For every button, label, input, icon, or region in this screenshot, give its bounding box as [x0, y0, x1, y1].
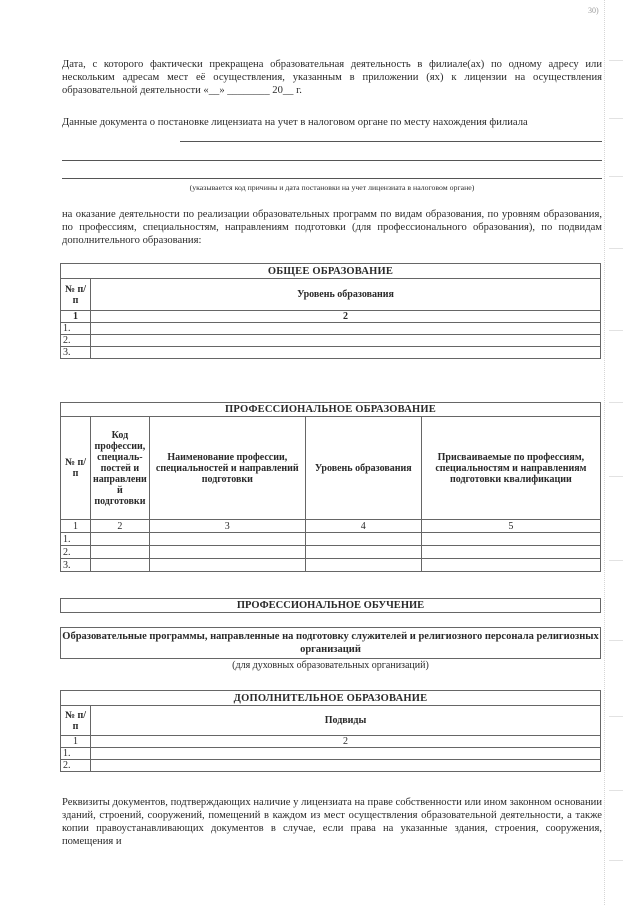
- professional-idx: 1: [61, 520, 91, 533]
- table-row: [61, 559, 601, 572]
- professional-idx: 4: [305, 520, 421, 533]
- additional-col-subtypes: Подвиды: [91, 706, 601, 736]
- row-number: 2.: [61, 760, 91, 772]
- professional-training-box: [60, 598, 601, 613]
- religious-programs-text: Образовательные программы, направленные на подготовку служителей и религиозного персонала религиозных организаций: [62, 631, 599, 655]
- professional-idx: 5: [421, 520, 600, 533]
- additional-col-num: № п/п: [61, 706, 91, 736]
- additional-education-table: [60, 690, 601, 772]
- empty-cell: [421, 546, 600, 559]
- table-row: [61, 748, 601, 760]
- tax-line-1: [180, 141, 602, 142]
- empty-cell: [91, 533, 150, 546]
- empty-cell: [91, 335, 601, 347]
- empty-cell: [149, 533, 305, 546]
- corner-mark: 30): [588, 6, 599, 15]
- professional-idx: 3: [149, 520, 305, 533]
- tax-caption: (указывается код причины и дата постановки на учет лицензиата в налоговом органе): [189, 183, 475, 192]
- empty-cell: [91, 323, 601, 335]
- general-education-table: [60, 263, 601, 359]
- requisites-paragraph: Реквизиты документов, подтверждающих наличие у лицензиата на праве собственности или ином законном основании зданий, строений, сооружений, помещений в каждом из мест осуществления образовательной деятельности, а также копии правоустанавливающих документов в случае, если права на указанные здания, строения, сооружения, помещения и: [62, 797, 602, 847]
- row-number: 3.: [61, 347, 91, 359]
- empty-cell: [421, 559, 600, 572]
- professional-col-num: № п/п: [61, 417, 91, 520]
- additional-idx: 2: [91, 736, 601, 748]
- empty-cell: [305, 546, 421, 559]
- table-row: [61, 760, 601, 772]
- programs-paragraph: на оказание деятельности по реализации образовательных программ по видам образования, по уровням образования, по профессиям, специальностям, направлениям подготовки (для профессионального образования), по подвидам дополнительного образования:: [62, 209, 602, 246]
- empty-cell: [91, 546, 150, 559]
- tax-registration-paragraph: Данные документа о постановке лицензиата на учет в налоговом органе по месту нахождения филиала: [62, 117, 528, 128]
- empty-cell: [421, 533, 600, 546]
- professional-title: ПРОФЕССИОНАЛЬНОЕ ОБРАЗОВАНИЕ: [61, 403, 601, 417]
- professional-idx: 2: [91, 520, 150, 533]
- empty-cell: [305, 559, 421, 572]
- tax-line-3: [62, 178, 602, 179]
- tax-line-2: [62, 160, 602, 161]
- table-row: [61, 533, 601, 546]
- general-idx: 1: [61, 311, 91, 323]
- empty-cell: [91, 559, 150, 572]
- additional-title: ДОПОЛНИТЕЛЬНОЕ ОБРАЗОВАНИЕ: [61, 691, 601, 706]
- professional-col-name: Наименование профессии, специальностей и направлений подготовки: [149, 417, 305, 520]
- table-row: [61, 335, 601, 347]
- row-number: 2.: [61, 546, 91, 559]
- closure-date-paragraph: Дата, с которого фактически прекращена образовательная деятельность в филиале(ах) по одному адресу или нескольким адресам мест её осуществления, указанным в приложении (ях) к лицензии на осуществления образовательной деятельности «__» ________ 20__ г.: [62, 59, 602, 96]
- table-row: [61, 347, 601, 359]
- empty-cell: [305, 533, 421, 546]
- general-title: ОБЩЕЕ ОБРАЗОВАНИЕ: [61, 264, 601, 279]
- empty-cell: [91, 748, 601, 760]
- religious-programs-box: [60, 627, 601, 659]
- additional-idx: 1: [61, 736, 91, 748]
- religious-programs-note: (для духовных образовательных организаций): [232, 660, 429, 671]
- scan-margin-artifacts: [604, 0, 629, 905]
- general-col-level: Уровень образования: [91, 279, 601, 311]
- professional-col-code: Код профессии, специаль-постей и направлени й подготовки: [91, 417, 150, 520]
- empty-cell: [91, 347, 601, 359]
- empty-cell: [91, 760, 601, 772]
- empty-cell: [149, 546, 305, 559]
- row-number: 2.: [61, 335, 91, 347]
- general-idx: 2: [91, 311, 601, 323]
- general-col-num: № п/п: [61, 279, 91, 311]
- row-number: 1.: [61, 323, 91, 335]
- professional-education-table: [60, 402, 601, 572]
- professional-training-title: ПРОФЕССИОНАЛЬНОЕ ОБУЧЕНИЕ: [236, 600, 425, 611]
- row-number: 1.: [61, 533, 91, 546]
- professional-col-qualification: Присваиваемые по профессиям, специальностям и направлениям подготовки квалификации: [421, 417, 600, 520]
- table-row: [61, 323, 601, 335]
- table-row: [61, 546, 601, 559]
- professional-col-level: Уровень образования: [305, 417, 421, 520]
- row-number: 3.: [61, 559, 91, 572]
- row-number: 1.: [61, 748, 91, 760]
- empty-cell: [149, 559, 305, 572]
